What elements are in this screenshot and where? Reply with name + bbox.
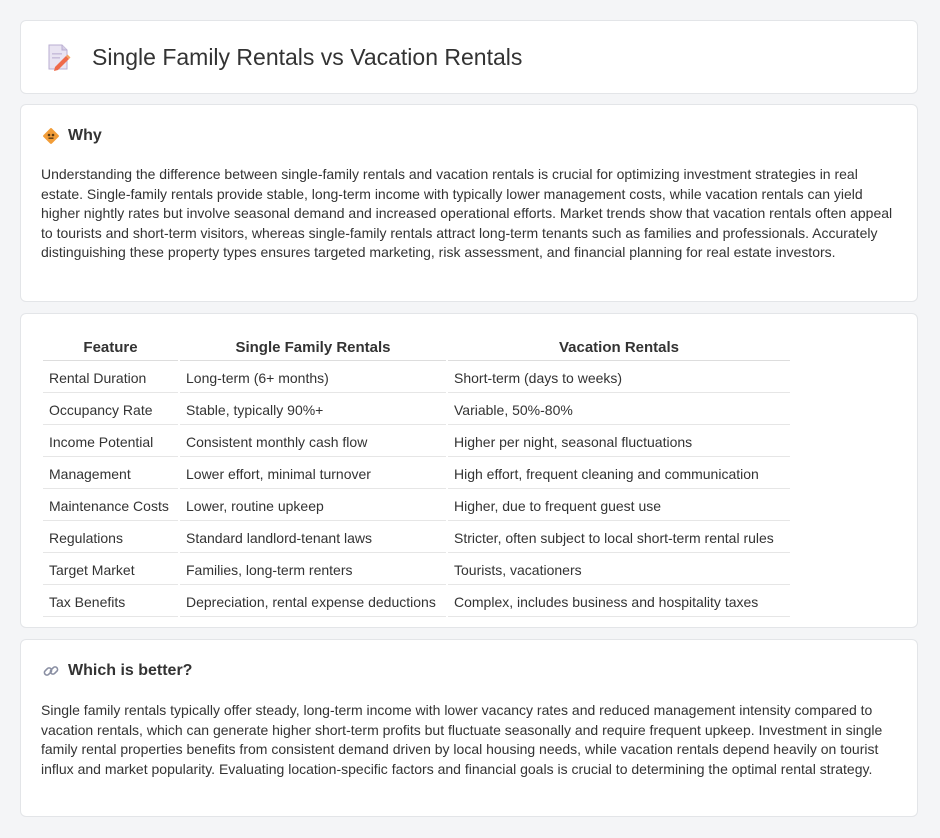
row-vacation: Stricter, often subject to local short-term rental rules (448, 523, 790, 553)
row-feature: Rental Duration (43, 363, 178, 393)
row-vacation: Variable, 50%-80% (448, 395, 790, 425)
diamond-sign-icon (42, 127, 60, 145)
why-header (42, 127, 102, 145)
row-vacation: Short-term (days to weeks) (448, 363, 790, 393)
row-vacation: Higher per night, seasonal fluctuations (448, 427, 790, 457)
better-header (42, 662, 192, 680)
table-row (43, 587, 790, 617)
comparison-table (41, 333, 792, 619)
row-vacation: Complex, includes business and hospitality taxes (448, 587, 790, 617)
better-heading: Which is better? (68, 662, 193, 679)
row-feature: Management (43, 459, 178, 489)
link-icon (42, 662, 60, 680)
document-pencil-icon (46, 43, 72, 71)
why-card (20, 104, 918, 302)
table-row (43, 395, 790, 425)
row-single-family: Long-term (6+ months) (180, 363, 446, 393)
row-single-family: Stable, typically 90%+ (180, 395, 446, 425)
header-vacation: Vacation Rentals (448, 335, 790, 361)
row-vacation: High effort, frequent cleaning and communication (448, 459, 790, 489)
row-feature: Tax Benefits (43, 587, 178, 617)
title-row (46, 43, 522, 71)
why-body: Understanding the difference between single-family rentals and vacation rentals is crucial for optimizing investment strategies in real estate. Single-family rentals provide stable, long-term income with typically lower management costs, while vacation rentals can yield higher nightly rates but involve seasonal demand and increased operational efforts. Market trends show that vacation rentals often appeal to tourists and short-term visitors, whereas single-family rentals attract long-term tenants such as families and professionals. Accurately distinguishing these property types ensures targeted marketing, risk assessment, and financial planning for real estate investors. (41, 166, 893, 260)
row-single-family: Lower effort, minimal turnover (180, 459, 446, 489)
table-row (43, 363, 790, 393)
header-single-family: Single Family Rentals (180, 335, 446, 361)
better-card (20, 639, 918, 817)
title-card (20, 20, 918, 94)
row-feature: Income Potential (43, 427, 178, 457)
table-row (43, 427, 790, 457)
table-row (43, 491, 790, 521)
row-feature: Occupancy Rate (43, 395, 178, 425)
table-row (43, 555, 790, 585)
better-body: Single family rentals typically offer steady, long-term income with lower vacancy rates and reduced management intensity compared to vacation rentals, which can generate higher short-term profits but fluctuate seasonally and require frequent upkeep. Investment in single family rental properties benefits from consistent demand driven by local housing needs, while vacation rentals depend heavily on tourist influx and market popularity. Evaluating location-specific factors and financial goals is crucial to determining the optimal rental strategy. (41, 702, 883, 777)
header-feature: Feature (43, 335, 178, 361)
why-heading: Why (68, 127, 102, 144)
comparison-card (20, 313, 918, 628)
row-feature: Target Market (43, 555, 178, 585)
row-feature: Maintenance Costs (43, 491, 178, 521)
row-feature: Regulations (43, 523, 178, 553)
row-vacation: Higher, due to frequent guest use (448, 491, 790, 521)
table-header-row (43, 335, 790, 361)
table-row (43, 523, 790, 553)
row-single-family: Consistent monthly cash flow (180, 427, 446, 457)
row-single-family: Depreciation, rental expense deductions (180, 587, 446, 617)
row-single-family: Standard landlord-tenant laws (180, 523, 446, 553)
table-row (43, 459, 790, 489)
page-title: Single Family Rentals vs Vacation Rentals (92, 43, 523, 70)
row-vacation: Tourists, vacationers (448, 555, 790, 585)
row-single-family: Lower, routine upkeep (180, 491, 446, 521)
row-single-family: Families, long-term renters (180, 555, 446, 585)
